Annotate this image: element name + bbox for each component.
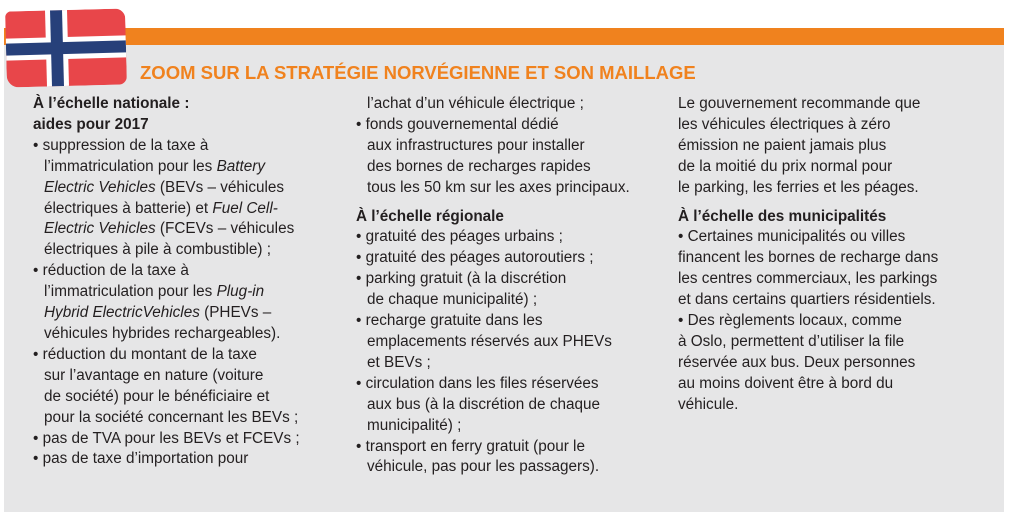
list-item-line: et dans certains quartiers résidentiels. [678, 291, 936, 309]
column-national [33, 94, 300, 470]
list-item: • parking gratuit (à la discrétion [356, 270, 567, 288]
list-item-line: véhicule, pas pour les passagers). [367, 458, 600, 476]
list-item: • pas de taxe d’importation pour [33, 450, 249, 468]
list-item-line: aux infrastructures pour installer [367, 136, 585, 154]
paragraph-line: les véhicules électriques à zéro [678, 115, 891, 133]
list-item-line: de société) pour le bénéficiaire et [44, 387, 270, 405]
list-item-line: les centres commerciaux, les parkings [678, 270, 938, 288]
list-item-line: tous les 50 km sur les axes principaux. [367, 178, 630, 196]
list-item-line: l’achat d’un véhicule électrique ; [367, 95, 584, 112]
paragraph-line: Le gouvernement recommande que [678, 95, 921, 112]
list-item-line: emplacements réservés aux PHEVs [367, 332, 612, 350]
paragraph-line: de la moitié du prix normal pour [678, 157, 893, 175]
list-item-line: Electric Vehicles (FCEVs – véhicules [44, 220, 295, 238]
list-item-line: réservée aux bus. Deux personnes [678, 353, 916, 371]
column-regional [356, 94, 630, 478]
list-item: • gratuité des péages autoroutiers ; [356, 249, 594, 267]
list-item: • pas de TVA pour les BEVs et FCEVs ; [33, 429, 300, 447]
spacer [678, 199, 938, 207]
list-item-line: des bornes de recharges rapides [367, 157, 591, 175]
list-item-line: véhicule. [678, 395, 739, 413]
list-item-line: véhicules hybrides rechargeables). [44, 324, 281, 342]
paragraph-line: émission ne paient jamais plus [678, 136, 887, 154]
section-subheading-national: aides pour 2017 [33, 115, 149, 133]
orange-header-bar [4, 28, 1004, 45]
list-item-line: au moins doivent être à bord du [678, 374, 894, 392]
page-title: ZOOM SUR LA STRATÉGIE NORVÉGIENNE ET SON MAILLAGE [140, 62, 696, 83]
section-heading-national: À l’échelle nationale : [33, 95, 190, 112]
list-item-line: municipalité) ; [367, 416, 462, 434]
list-item-line: l’immatriculation pour les Plug-in [44, 283, 265, 301]
list-item: • circulation dans les files réservées [356, 374, 599, 392]
section-heading-regional: À l’échelle régionale [356, 207, 504, 225]
column-municipal [678, 94, 938, 416]
spacer [356, 199, 630, 207]
list-item: • réduction de la taxe à [33, 262, 189, 280]
list-item: • transport en ferry gratuit (pour le [356, 437, 585, 455]
list-item-line: électriques à pile à combustible) ; [44, 241, 272, 259]
norway-flag-icon [5, 8, 127, 87]
list-item-line: aux bus (à la discrétion de chaque [367, 395, 601, 413]
list-item: • réduction du montant de la taxe [33, 345, 257, 363]
list-item-line: de chaque municipalité) ; [367, 291, 538, 309]
list-item-line: sur l’avantage en nature (voiture [44, 366, 264, 384]
list-item: • Certaines municipalités ou villes [678, 228, 906, 246]
list-item: • fonds gouvernemental dédié [356, 115, 559, 133]
paragraph-line: le parking, les ferries et les péages. [678, 178, 919, 196]
section-heading-municipal: À l’échelle des municipalités [678, 207, 887, 225]
list-item-line: Hybrid ElectricVehicles (PHEVs – [44, 304, 272, 322]
list-item-line: électriques à batterie) et Fuel Cell- [44, 199, 278, 217]
list-item-line: Electric Vehicles (BEVs – véhicules [44, 178, 285, 196]
list-item-line: pour la société concernant les BEVs ; [44, 408, 299, 426]
list-item: • Des règlements locaux, comme [678, 312, 902, 330]
list-item-line: à Oslo, permettent d’utiliser la file [678, 332, 905, 350]
list-item-line: et BEVs ; [367, 353, 431, 371]
list-item: • recharge gratuite dans les [356, 312, 543, 330]
list-item: • gratuité des péages urbains ; [356, 228, 563, 246]
list-item: • suppression de la taxe à [33, 136, 209, 154]
list-item-line: financent les bornes de recharge dans [678, 249, 939, 267]
list-item-line: l’immatriculation pour les Battery [44, 157, 266, 175]
